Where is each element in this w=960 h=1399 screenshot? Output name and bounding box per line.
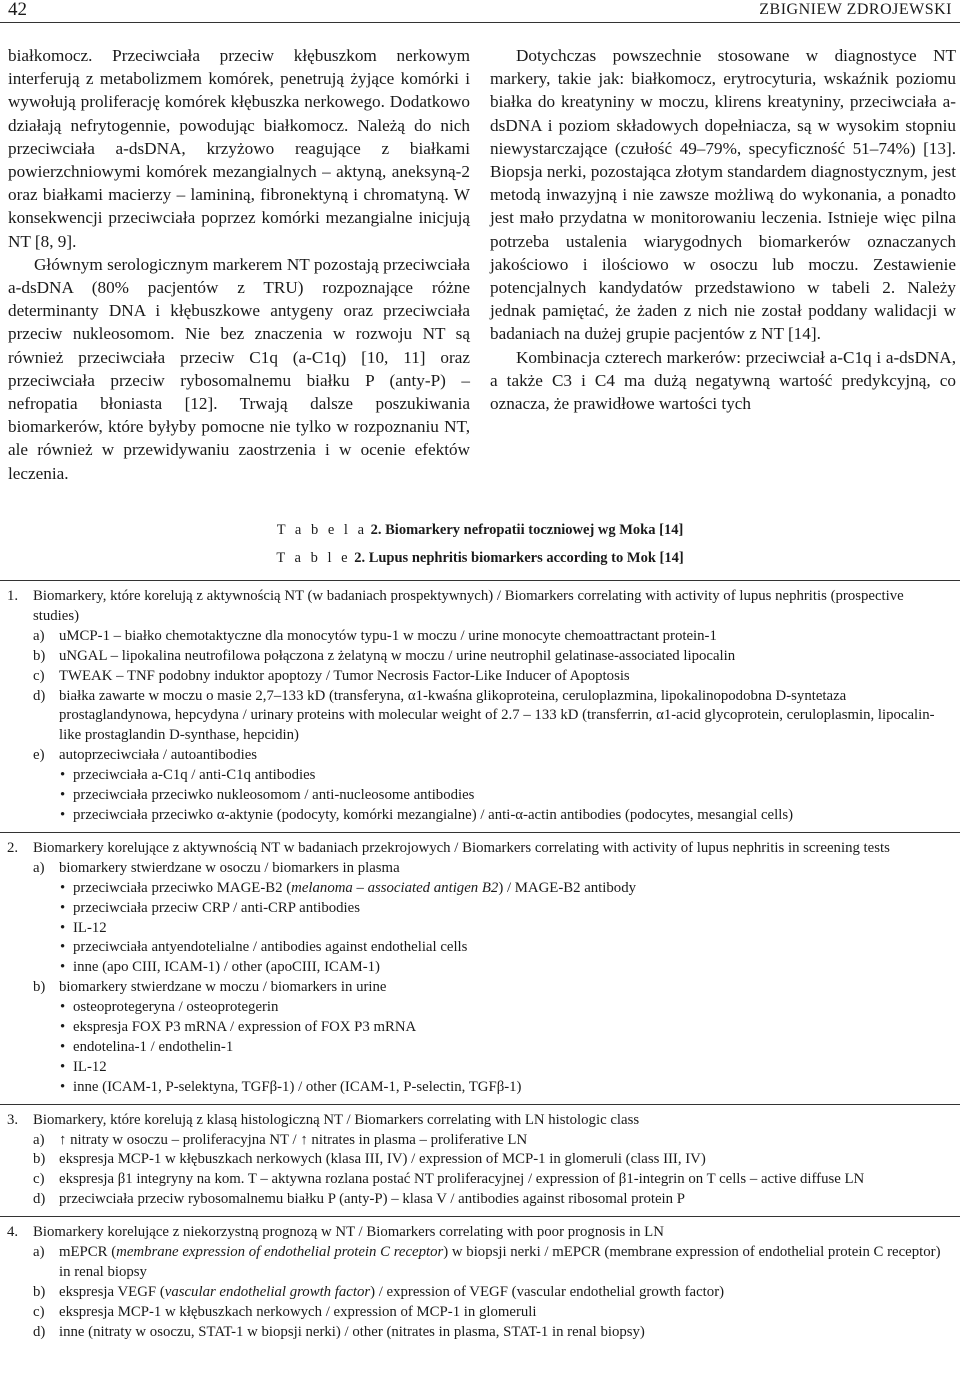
item-text: TWEAK – TNF podobny induktor apoptozy / Tumor Necrosis Factor-Like Inducer of Apoptosis <box>59 667 630 684</box>
bullet-item <box>7 766 952 786</box>
section-title: Biomarkery korelujące z aktywnością NT w badaniach przekrojowych / Biomarkers correlating with activity of lupus nephritis in screening tests <box>33 839 890 856</box>
section-title: Biomarkery, które korelują z klasą histologiczną NT / Biomarkers correlating with LN histologic class <box>33 1111 640 1128</box>
item-letter: c) <box>33 1171 45 1188</box>
list-item <box>7 859 952 879</box>
bullet-text: przeciwciała przeciwko nukleosomom / anti-nucleosome antibodies <box>73 787 475 804</box>
bullet-marker: • <box>60 939 66 956</box>
section-title: Biomarkery, które korelują z aktywnością NT (w badaniach prospektywnych) / Biomarkers correlating with activity of lupus nephritis (prospective studies) <box>33 588 904 624</box>
biomarker-table <box>0 580 960 1349</box>
paragraph: białkomocz. Przeciwciała przeciw kłębuszkom nerkowym interferują z metabolizmem komórek, penetrują żyjące komórki i wywołują proliferację komórek kłębuszka nerkowego. Dodatkowo działają nefrytogennie, powodując białkomocz. Należą do nich przeciwciała a-dsDNA, krzyżowo reagujące z białkami powierzchniowymi komórek mezangialnych – aktyną, aneksyną-2 oraz białkami macierzy – lamininą, fibronektyną i chromatyną. W konsekwencji przeciwciała poprzez komórki mezangialne inicjują NT [8, 9]. <box>8 46 470 251</box>
bullet-marker: • <box>60 787 66 804</box>
bullet-text: ekspresja FOX P3 mRNA / expression of FOX P3 mRNA <box>73 1019 417 1036</box>
bullet-marker: • <box>60 1038 66 1055</box>
table-section <box>0 1104 960 1217</box>
item-letter: e) <box>33 747 45 764</box>
item-text: ekspresja MCP-1 w kłębuszkach nerkowych / expression of MCP-1 in glomeruli <box>59 1303 537 1320</box>
list-item <box>7 627 952 647</box>
table-section-body <box>0 833 960 1104</box>
item-text: białka zawarte w moczu o masie 2,7–133 kD (transferyna, α1-kwaśna glikoproteina, ceruloplazmina, lipokalinopodobna D-syntetaza prostaglandynowa, hepcydyna / urinary proteins with molecular weight of 2.7 – 133 kD (transferrin, α1-acid glycoprotein, ceruloplasmin, lipocalin-like prostaglandin D-synthase, hepcidin) <box>59 687 935 744</box>
item-letter: d) <box>33 687 46 704</box>
bullet-marker: • <box>60 999 66 1016</box>
item-text: ekspresja β1 integryny na kom. T – aktywna rozlana postać NT proliferacyjnej / expression of β1-integrin on T cells – active diffuse LN <box>59 1171 865 1188</box>
bullet-marker: • <box>60 806 66 823</box>
bullet-marker: • <box>60 767 66 784</box>
list-item <box>7 1150 952 1170</box>
section-heading <box>7 1223 952 1243</box>
table-caption-en <box>0 550 960 567</box>
item-text: uNGAL – lipokalina neutrofilowa połączona z żelatyną w moczu / urine neutrophil gelatinase-associated lipocalin <box>59 647 736 664</box>
bullet-text: osteoprotegeryna / osteoprotegerin <box>73 999 279 1016</box>
bullet-item <box>7 899 952 919</box>
item-letter: b) <box>33 1283 46 1300</box>
bullet-item <box>7 1058 952 1078</box>
item-letter: a) <box>33 859 45 876</box>
table-label-en: T a b l e <box>276 550 351 566</box>
item-letter: c) <box>33 1303 45 1320</box>
list-item <box>7 1303 952 1323</box>
item-letter: d) <box>33 1191 46 1208</box>
section-heading <box>7 839 952 859</box>
item-text: biomarkery stwierdzane w osoczu / biomarkers in plasma <box>59 859 400 876</box>
item-text: ekspresja MCP-1 w kłębuszkach nerkowych (klasa III, IV) / expression of MCP-1 in glomeruli (class III, IV) <box>59 1151 706 1168</box>
bullet-text: inne (apo CIII, ICAM-1) / other (apoCIII, ICAM-1) <box>73 959 380 976</box>
item-letter: c) <box>33 667 45 684</box>
list-item <box>7 667 952 687</box>
paragraph: Głównym serologicznym markerem NT pozostają przeciwciała a-dsDNA (80% pacjentów z TRU) rozpoznające różne determinanty DNA i kłębuszkowe antygeny oraz przeciwciała przeciw nukleosomom. Nie bez znaczenia w rozwoju NT są również przeciwciała przeciw C1q (a-C1q) [10, 11] oraz przeciwciała przeciw rybosomalnemu białku P (anty-P) – nefropatia błoniasta [12]. Trwają dalsze poszukiwania biomarkerów, które byłyby pomocne nie tylko w rozpoznaniu NT, ale również w przewidywaniu zaostrzenia i w ocenie efektów leczenia. <box>8 254 470 483</box>
page-number: 42 <box>8 0 27 20</box>
list-item <box>7 746 952 766</box>
bullet-item <box>7 938 952 958</box>
section-number: 4. <box>7 1224 19 1241</box>
bullet-marker: • <box>60 1019 66 1036</box>
bullet-item <box>7 919 952 939</box>
item-letter: a) <box>33 1131 45 1148</box>
table-section <box>0 832 960 1104</box>
bullet-item <box>7 958 952 978</box>
item-text: ekspresja VEGF (vascular endothelial growth factor) / expression of VEGF (vascular endothelial growth factor) <box>59 1283 725 1300</box>
bullet-item <box>7 1038 952 1058</box>
bullet-marker: • <box>60 959 66 976</box>
list-item <box>7 1190 952 1210</box>
table-section-body <box>0 1105 960 1217</box>
item-text: mEPCR (membrane expression of endothelial protein C receptor) w biopsji nerki / mEPCR (membrane expression of endothelial protein C receptor) in renal biopsy <box>59 1244 941 1280</box>
item-letter: b) <box>33 647 46 664</box>
list-item <box>7 1243 952 1283</box>
header-rule <box>0 22 960 23</box>
bullet-item <box>7 879 952 899</box>
bullet-text: przeciwciała przeciwko α-aktynie (podocyty, komórki mezangialne) / anti-α-actin antibodies (podocytes, mesangial cells) <box>73 806 794 823</box>
bullet-text: IL-12 <box>73 919 107 936</box>
bullet-item <box>7 786 952 806</box>
list-item <box>7 1170 952 1190</box>
list-item <box>7 1323 952 1343</box>
bullet-item <box>7 1078 952 1098</box>
section-number: 2. <box>7 839 19 856</box>
section-heading <box>7 587 952 627</box>
item-letter: a) <box>33 1244 45 1261</box>
item-letter: a) <box>33 627 45 644</box>
running-header <box>0 0 960 22</box>
bullet-text: endotelina-1 / endothelin-1 <box>73 1038 234 1055</box>
body-column-right <box>490 44 956 415</box>
section-number: 1. <box>7 588 19 604</box>
item-text: przeciwciała przeciw rybosomalnemu białku P (anty-P) – klasa V / antibodies against ribosomal protein P <box>59 1191 685 1208</box>
body-column-left <box>8 44 470 485</box>
bullet-text: przeciwciała antyendotelialne / antibodies against endothelial cells <box>73 939 468 956</box>
bullet-marker: • <box>60 1058 66 1075</box>
bullet-item <box>7 998 952 1018</box>
item-text: autoprzeciwciała / autoantibodies <box>59 747 258 764</box>
bullet-text: przeciwciała przeciwko MAGE-B2 (melanoma – associated antigen B2) / MAGE-B2 antibody <box>73 879 636 896</box>
item-letter: b) <box>33 1151 46 1168</box>
table-label-pl: T a b e l a <box>276 522 368 538</box>
list-item <box>7 647 952 667</box>
list-item <box>7 687 952 747</box>
bullet-text: IL-12 <box>73 1058 107 1075</box>
item-letter: b) <box>33 979 46 996</box>
bullet-marker: • <box>60 899 66 916</box>
bullet-text: inne (ICAM-1, P-selektyna, TGFβ-1) / other (ICAM-1, P-selectin, TGFβ-1) <box>73 1078 522 1095</box>
bullet-item <box>7 1018 952 1038</box>
bullet-marker: • <box>60 919 66 936</box>
list-item <box>7 1283 952 1303</box>
item-text: inne (nitraty w osoczu, STAT-1 w biopsji nerki) / other (nitrates in plasma, STAT-1 in renal biopsy) <box>59 1323 645 1340</box>
bullet-marker: • <box>60 1078 66 1095</box>
section-title: Biomarkery korelujące z niekorzystną prognozą w NT / Biomarkers correlating with poor prognosis in LN <box>33 1224 664 1241</box>
paragraph: Kombinacja czterech markerów: przeciwciał a-C1q i a-dsDNA, a także C3 i C4 ma dużą negatywną wartość predykcyjną, co oznacza, że prawidłowe wartości tych <box>490 347 956 414</box>
section-heading <box>7 1111 952 1131</box>
table-caption-pl <box>0 522 960 539</box>
paragraph: Dotychczas powszechnie stosowane w diagnostyce NT markery, takie jak: białkomocz, erytrocyturia, wskaźnik poziomu białka do kreatyniny w moczu, klirens kreatyniny, przeciwciała a-dsDNA i poziom składowych dopełniacza, są w wysokim stopniu niewystarczające (czułość 49–79%, specyficzność 51–74%) [13]. Biopsja nerki, pozostająca złotym standardem diagnostycznym, jest metodą inwazyjną i nie zawsze możliwą do wykonania, a ponadto jest mało przydatna w monitorowaniu leczenia. Istnieje więc pilna potrzeba ustalenia wiarygodnych biomarkerów oznaczanych jakościowo i ilościowo w osoczu lub moczu. Zestawienie potencjalnych kandydatów przedstawiono w tabeli 2. Należy jednak pamiętać, że żaden z nich nie został poddany walidacji w badaniach na dużej grupie pacjentów z NT [14]. <box>490 46 956 344</box>
table-title-pl: 2. Biomarkery nefropatii toczniowej wg Moka [14] <box>370 522 684 538</box>
table-section <box>0 1216 960 1348</box>
item-text: uMCP-1 – białko chemotaktyczne dla monocytów typu-1 w moczu / urine monocyte chemoattractant protein-1 <box>59 627 717 644</box>
bullet-item <box>7 806 952 826</box>
table-title-en: 2. Lupus nephritis biomarkers according to Mok [14] <box>354 550 684 566</box>
bullet-marker: • <box>60 879 66 896</box>
item-text: biomarkery stwierdzane w moczu / biomarkers in urine <box>59 979 387 996</box>
list-item <box>7 978 952 998</box>
bullet-text: przeciwciała a-C1q / anti-C1q antibodies <box>73 767 316 784</box>
list-item <box>7 1131 952 1151</box>
table-section <box>0 580 960 832</box>
section-number: 3. <box>7 1111 19 1128</box>
table-section-body <box>0 581 960 832</box>
item-letter: d) <box>33 1323 46 1340</box>
bullet-text: przeciwciała przeciw CRP / anti-CRP antibodies <box>73 899 360 916</box>
table-section-body <box>0 1217 960 1348</box>
running-author: ZBIGNIEW ZDROJEWSKI <box>759 1 952 18</box>
item-text: ↑ nitraty w osoczu – proliferacyjna NT / ↑ nitrates in plasma – proliferative LN <box>59 1131 528 1148</box>
